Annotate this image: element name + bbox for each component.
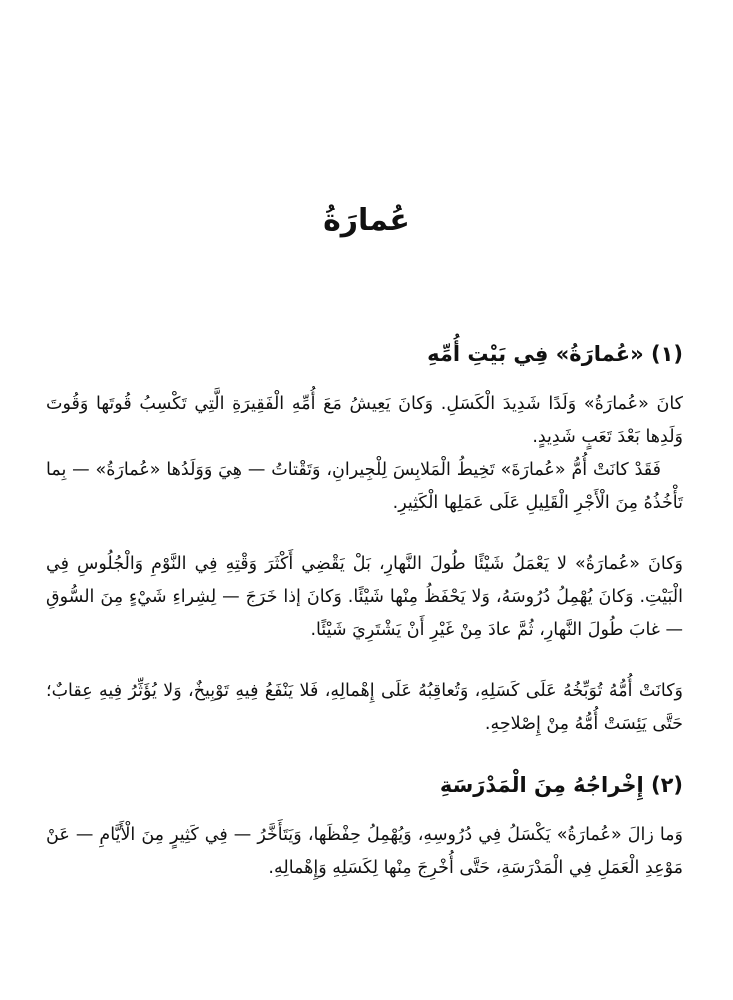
- section-1-paragraph-2: فَقَدْ كانَتْ أُمُّ «عُمارَةَ» تَخِيطُ الْمَلابِسَ لِلْجِيرانِ، وَتَقْتاتُ — هِيَ وَوَلَدُها «عُمارَةُ» — بِما تَأْخُذُهُ مِنَ الْأَجْرِ الْقَلِيلِ عَلَى عَمَلِها الْكَثِيرِ.: [46, 460, 683, 513]
- section-1-heading: (١) «عُمارَةُ» فِي بَيْتِ أُمِّهِ: [427, 342, 683, 366]
- spacer: [46, 805, 683, 819]
- section-1-paragraph-3: وَكانَ «عُمارَةُ» لا يَعْمَلُ شَيْئًا طُولَ النَّهارِ، بَلْ يَقْضِي أَكْثَرَ وَقْتِهِ فِي النَّوْمِ وَالْجُلُوسِ فِي الْبَيْتِ. وَكانَ يُهْمِلُ دُرُوسَهُ، وَلا يَحْفَظُ مِنْها شَيْئًا. وَكانَ إذا خَرَجَ — لِشِراءِ شَيْءٍ مِنَ السُّوقِ — غابَ طُولَ النَّهارِ، ثُمَّ عادَ مِنْ غَيْرِ أَنْ يَشْتَرِيَ شَيْئًا.: [46, 554, 683, 640]
- page-title: عُمارَةُ: [323, 203, 410, 238]
- document-body: [46, 334, 683, 885]
- spacer: [46, 374, 683, 388]
- spacer: [46, 741, 683, 765]
- spacer: [46, 647, 683, 675]
- section-1-paragraph-4: وَكانَتْ أُمُّهُ تُوَبِّخُهُ عَلَى كَسَلِهِ، وَتُعاقِبُهُ عَلَى إِهْمالِهِ، فَلا يَنْفَعُ فِيهِ تَوْبِيخٌ، وَلا يُؤَثِّرُ فِيهِ عِقابٌ؛ حَتَّى يَئِسَتْ أُمُّهُ مِنْ إِصْلاحِهِ.: [46, 681, 683, 734]
- section-2-heading: (٢) إِخْراجُهُ مِنَ الْمَدْرَسَةِ: [439, 773, 683, 797]
- spacer: [46, 520, 683, 548]
- section-2-paragraph-1: وَما زالَ «عُمارَةُ» يَكْسَلُ فِي دُرُوسِهِ، وَيُهْمِلُ حِفْظَها، وَيَتَأَخَّرُ — فِي كَثِيرٍ مِنَ الْأَيَّامِ — عَنْ مَوْعِدِ الْعَمَلِ فِي الْمَدْرَسَةِ، حَتَّى أُخْرِجَ مِنْها لِكَسَلِهِ وَإِهْمالِهِ.: [46, 825, 683, 878]
- section-1-paragraph-1: كانَ «عُمارَةُ» وَلَدًا شَدِيدَ الْكَسَلِ. وَكانَ يَعِيشُ مَعَ أُمِّهِ الْفَقِيرَةِ الَّتِي تَكْسِبُ قُوتَها وَقُوتَ وَلَدِها بَعْدَ تَعَبٍ شَدِيدٍ.: [46, 394, 683, 447]
